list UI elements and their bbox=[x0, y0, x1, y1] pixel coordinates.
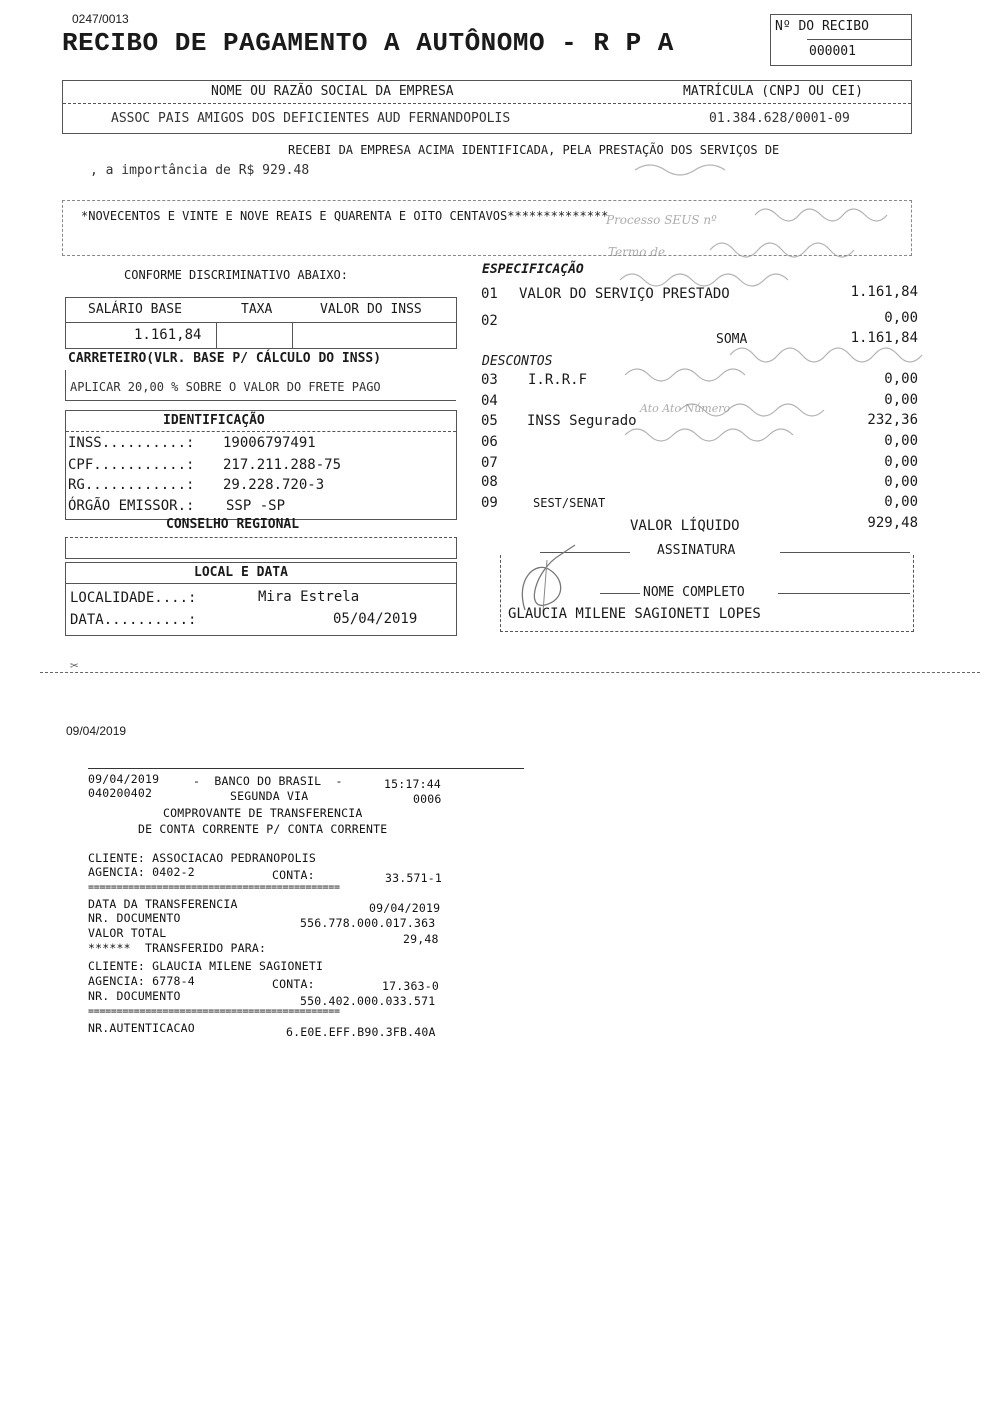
bank-conta-to: 17.363-0 bbox=[382, 979, 439, 993]
bank-line2-via: SEGUNDA VIA bbox=[230, 789, 309, 803]
separator-2: ============================================ bbox=[88, 1006, 340, 1017]
bank-nr-doc-label: NR. DOCUMENTO bbox=[88, 911, 181, 925]
soma-value: 1.161,84 bbox=[850, 330, 918, 346]
carreteiro-title: CARRETEIRO(VLR. BASE P/ CÁLCULO DO INSS) bbox=[68, 351, 382, 366]
bank-valor-total-value: 29,48 bbox=[403, 932, 439, 946]
salary-base-value: 1.161,84 bbox=[134, 327, 202, 343]
cpf-label: CPF...........: bbox=[68, 457, 195, 473]
desc-05-value: 232,36 bbox=[867, 412, 918, 428]
doc-code: 0247/0013 bbox=[72, 12, 129, 26]
rg-label: RG............: bbox=[68, 477, 195, 493]
orgao-label: ÓRGÃO EMISSOR.: bbox=[68, 498, 195, 514]
desc-09-value: 0,00 bbox=[884, 494, 918, 510]
desc-03-value: 0,00 bbox=[884, 371, 918, 387]
processo-stamp: Processo SEUS nº bbox=[606, 213, 717, 227]
receipt-number-value: 000001 bbox=[809, 44, 856, 59]
bank-data-transf-label: DATA DA TRANSFERENCIA bbox=[88, 897, 238, 911]
data-value: 05/04/2019 bbox=[333, 611, 418, 627]
bank-cliente-to: CLIENTE: GLAUCIA MILENE SAGIONETI bbox=[88, 959, 324, 973]
desc-04-number: 04 bbox=[481, 393, 498, 409]
declaration-line2: , a importância de R$ 929.48 bbox=[90, 163, 310, 178]
bank-valor-total-label: VALOR TOTAL bbox=[88, 926, 167, 940]
bank-autent-value: 6.E0E.EFF.B90.3FB.40A bbox=[286, 1025, 436, 1039]
bank-title1: COMPROVANTE DE TRANSFERENCIA bbox=[163, 806, 363, 820]
desc-06-number: 06 bbox=[481, 434, 498, 450]
bank-line1-time: 15:17:44 bbox=[384, 777, 441, 791]
bank-nr-doc2-label: NR. DOCUMENTO bbox=[88, 989, 181, 1003]
bank-agencia-to: AGENCIA: 6778-4 bbox=[88, 974, 195, 988]
bank-autent-label: NR.AUTENTICACAO bbox=[88, 1021, 195, 1035]
company-name: ASSOC PAIS AMIGOS DOS DEFICIENTES AUD FERNANDOPOLIS bbox=[111, 111, 511, 126]
bank-conta-label-2: CONTA: bbox=[272, 977, 315, 991]
bank-cliente-from: CLIENTE: ASSOCIACAO PEDRANOPOLIS bbox=[88, 851, 316, 865]
bank-conta-from: 33.571-1 bbox=[385, 871, 442, 885]
desc-03-desc: I.R.R.F bbox=[528, 372, 588, 388]
cpf-value: 217.211.288-75 bbox=[223, 457, 342, 473]
desc-05-desc: INSS Segurado bbox=[527, 413, 637, 429]
localidade-value: Mira Estrela bbox=[258, 589, 360, 605]
valor-liquido-value: 929,48 bbox=[867, 515, 918, 531]
bank-nr-doc2-value: 550.402.000.033.571 bbox=[300, 994, 436, 1008]
termo-stamp: Termo de bbox=[608, 245, 666, 259]
bank-line2-code: 040200402 bbox=[88, 786, 153, 800]
inss-value: 19006797491 bbox=[223, 435, 316, 451]
carreteiro-text: APLICAR 20,00 % SOBRE O VALOR DO FRETE PAGO bbox=[70, 380, 381, 394]
conforme-label: CONFORME DISCRIMINATIVO ABAIXO: bbox=[124, 268, 348, 282]
company-box bbox=[62, 80, 912, 134]
company-name-label: NOME OU RAZÃO SOCIAL DA EMPRESA bbox=[211, 84, 454, 99]
desc-08-number: 08 bbox=[481, 474, 498, 490]
desc-06-value: 0,00 bbox=[884, 433, 918, 449]
print-date: 09/04/2019 bbox=[66, 724, 127, 738]
nome-completo-label: NOME COMPLETO bbox=[643, 585, 745, 600]
bank-data-transf-value: 09/04/2019 bbox=[369, 901, 441, 915]
bank-nr-doc-value: 556.778.000.017.363 bbox=[300, 916, 436, 930]
desc-08-value: 0,00 bbox=[884, 474, 918, 490]
separator-1: ============================================ bbox=[88, 882, 340, 893]
local-data-title: LOCAL E DATA bbox=[194, 565, 288, 580]
spec-01-number: 01 bbox=[481, 286, 498, 302]
soma-label: SOMA bbox=[716, 332, 748, 347]
salary-base-header: SALÁRIO BASE bbox=[88, 302, 182, 317]
localidade-label: LOCALIDADE....: bbox=[70, 590, 197, 606]
conselho-title: CONSELHO REGIONAL bbox=[166, 517, 300, 532]
amount-in-words: *NOVECENTOS E VINTE E NOVE REAIS E QUARENTA E OITO CENTAVOS************** bbox=[81, 209, 609, 223]
bank-agencia-from: AGENCIA: 0402-2 bbox=[88, 865, 195, 879]
orgao-value: SSP -SP bbox=[226, 498, 286, 514]
receipt-number-label: Nº DO RECIBO bbox=[775, 19, 869, 34]
spec-01-value: 1.161,84 bbox=[850, 284, 918, 300]
desc-09-number: 09 bbox=[481, 495, 498, 511]
rg-value: 29.228.720-3 bbox=[223, 477, 325, 493]
desc-03-number: 03 bbox=[481, 372, 498, 388]
desc-09-desc: SEST/SENAT bbox=[533, 496, 606, 510]
handwriting-overlay bbox=[600, 130, 970, 480]
ato-stamp: Ato Ato Número bbox=[640, 402, 731, 415]
spec-02-number: 02 bbox=[481, 313, 498, 329]
cut-line bbox=[40, 672, 980, 673]
spec-01-desc: VALOR DO SERVIÇO PRESTADO bbox=[519, 286, 730, 302]
valor-liquido-label: VALOR LÍQUIDO bbox=[630, 518, 740, 534]
inss-label: INSS..........: bbox=[68, 435, 195, 451]
assinatura-label: ASSINATURA bbox=[657, 543, 736, 558]
identificacao-title: IDENTIFICAÇÃO bbox=[163, 413, 265, 428]
bank-title2: DE CONTA CORRENTE P/ CONTA CORRENTE bbox=[138, 822, 388, 836]
especificacao-title: ESPECIFICAÇÃO bbox=[482, 262, 584, 277]
company-id-label: MATRÍCULA (CNPJ OU CEI) bbox=[683, 84, 864, 99]
data-label: DATA..........: bbox=[70, 612, 197, 628]
nome-completo-value: GLAUCIA MILENE SAGIONETI LOPES bbox=[508, 606, 761, 622]
descontos-title: DESCONTOS bbox=[482, 354, 553, 369]
salary-box bbox=[65, 297, 457, 349]
desc-07-number: 07 bbox=[481, 455, 498, 471]
bank-line1-name: - BANCO DO BRASIL - bbox=[193, 774, 343, 788]
bank-line2-num: 0006 bbox=[413, 792, 442, 806]
bank-conta-label-1: CONTA: bbox=[272, 868, 315, 882]
taxa-header: TAXA bbox=[241, 302, 273, 317]
scissors-icon: ✂ bbox=[70, 658, 79, 674]
bank-transferido: ****** TRANSFERIDO PARA: bbox=[88, 941, 267, 955]
declaration-line1: RECEBI DA EMPRESA ACIMA IDENTIFICADA, PELA PRESTAÇÃO DOS SERVIÇOS DE bbox=[288, 143, 780, 157]
receipt-number-box bbox=[770, 14, 912, 66]
spec-02-value: 0,00 bbox=[884, 310, 918, 326]
company-id: 01.384.628/0001-09 bbox=[709, 111, 850, 126]
page-title: RECIBO DE PAGAMENTO A AUTÔNOMO - R P A bbox=[62, 28, 674, 58]
desc-04-value: 0,00 bbox=[884, 392, 918, 408]
valor-inss-header: VALOR DO INSS bbox=[320, 302, 422, 317]
desc-07-value: 0,00 bbox=[884, 454, 918, 470]
desc-05-number: 05 bbox=[481, 413, 498, 429]
bank-line1-date: 09/04/2019 bbox=[88, 772, 160, 786]
